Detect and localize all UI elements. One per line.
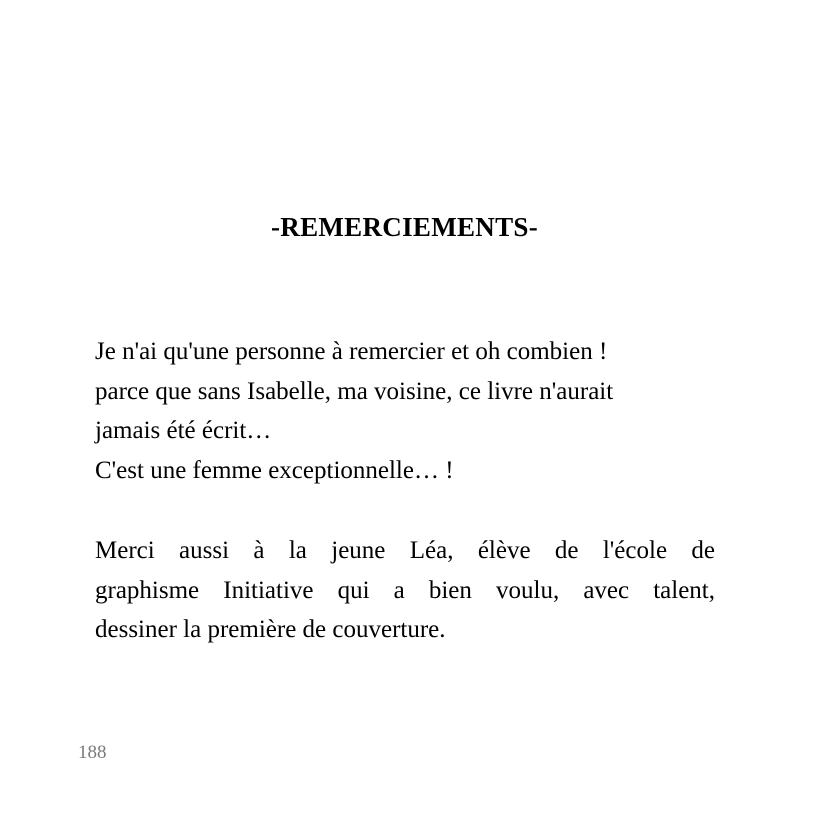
page-title: -REMERCIEMENTS- <box>270 212 538 242</box>
text-line: dessiner la première de couverture. <box>95 616 446 643</box>
text-line: jamais été écrit… <box>95 417 272 444</box>
text-line: Je n'ai qu'une personne à remercier et oh combien ! <box>95 338 608 365</box>
acknowledgement-paragraph-1 <box>95 332 715 490</box>
text-line: C'est une femme exceptionnelle… ! <box>95 456 454 484</box>
text-line: parce que sans Isabelle, ma voisine, ce livre n'aurait <box>95 377 614 405</box>
text-line: Merci aussi à la jeune Léa, élève de l'école de <box>95 537 715 564</box>
acknowledgement-paragraph-2 <box>95 531 715 650</box>
page-number: 188 <box>78 742 107 763</box>
text-line: graphisme Initiative qui a bien voulu, avec talent, <box>95 576 715 604</box>
